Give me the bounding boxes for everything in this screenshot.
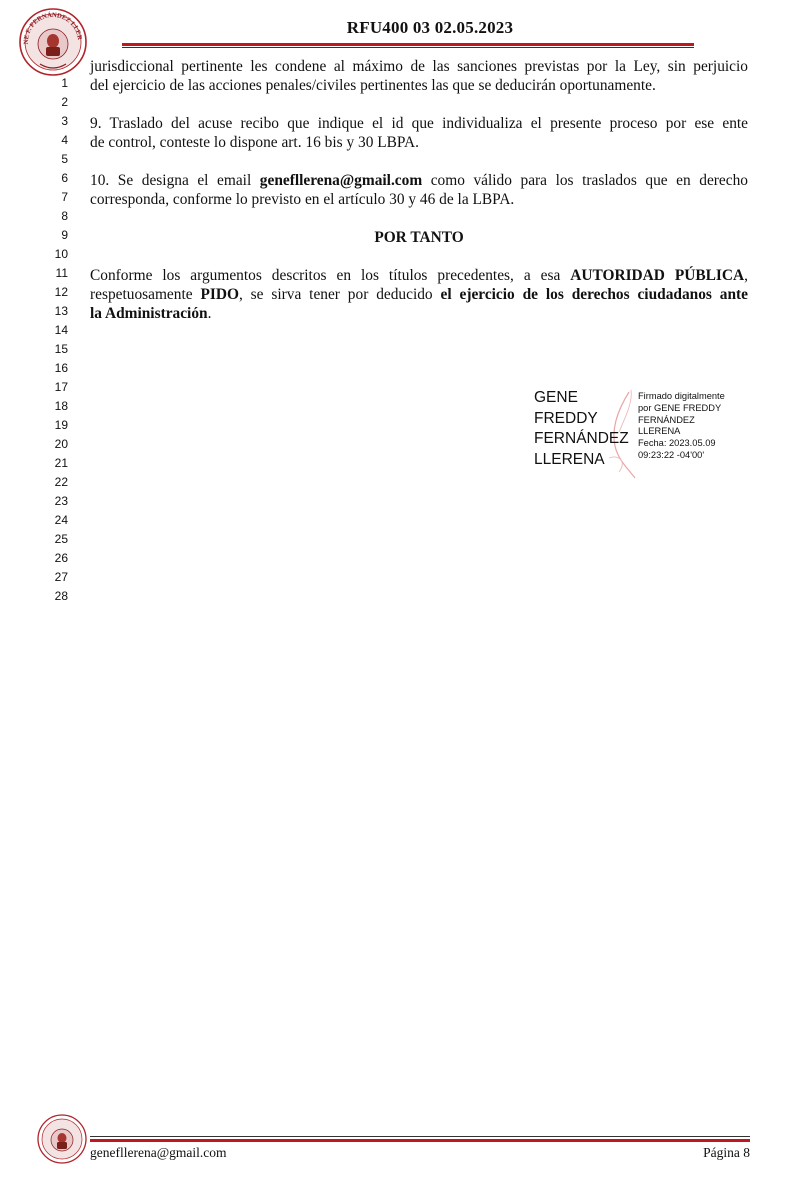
- header-seal-logo: [18, 6, 88, 78]
- line-number: 1: [61, 76, 68, 90]
- line-number: 10: [54, 247, 68, 261]
- paragraph-line: del ejercicio de las acciones penales/civiles pertinentes las que se deducirán oportunamente.: [90, 77, 656, 94]
- paragraph-line: 9. Traslado del acuse recibo que indique el id que individualiza el presente proceso por ese ente: [90, 115, 748, 132]
- line-number: 18: [54, 399, 68, 413]
- bold-text: AUTORIDAD PÚBLICA: [570, 267, 745, 284]
- paragraph-text: como válido para los traslados que en derecho: [422, 172, 748, 189]
- footer-rule-red: [90, 1139, 750, 1142]
- line-number: 24: [54, 513, 68, 527]
- bold-text: la Administración: [90, 305, 208, 322]
- signature-detail-line: 09:23:22 -04'00': [638, 449, 705, 460]
- footer-rule-black: [90, 1136, 750, 1137]
- paragraph-text: .: [207, 305, 212, 322]
- line-number: 19: [54, 418, 68, 432]
- signature-name-line: FREDDY: [534, 409, 598, 427]
- line-number: 5: [61, 152, 68, 166]
- line-number: 16: [54, 361, 68, 375]
- paragraph-line: [90, 171, 748, 190]
- line-number: 20: [54, 437, 68, 451]
- line-number: 26: [54, 551, 68, 565]
- contact-email[interactable]: genefllerena@gmail.com: [259, 172, 423, 189]
- paragraph-line: [90, 304, 748, 323]
- signature-detail-line: Fecha: 2023.05.09: [638, 438, 716, 449]
- line-number: 17: [54, 380, 68, 394]
- signature-name-line: LLERENA: [534, 450, 605, 468]
- svg-text:GENE F. FERNÁNDEZ LLERENA: NE F. FERNÁNDEZ LLER: [22, 11, 83, 45]
- line-number: 3: [61, 114, 68, 128]
- digital-signature[interactable]: [534, 388, 754, 488]
- paragraph-line: de control, conteste lo dispone art. 16 bis y 30 LBPA.: [90, 134, 420, 151]
- paragraph-text: , se sirva tener por deducido: [238, 286, 441, 303]
- page-number: Página 8: [703, 1145, 750, 1160]
- line-number: 23: [54, 494, 68, 508]
- line-number: 21: [54, 456, 68, 470]
- line-number: 11: [55, 266, 68, 280]
- signature-name: [534, 388, 629, 470]
- bold-text: PIDO: [200, 286, 239, 303]
- line-number: 27: [54, 570, 68, 584]
- paragraph-line: corresponda, conforme lo previsto en el artículo 30 y 46 de la LBPA.: [90, 191, 515, 208]
- line-number: 2: [61, 95, 68, 109]
- signature-detail-line: LLERENA: [638, 426, 681, 437]
- line-number: 6: [61, 171, 68, 185]
- line-number: 15: [54, 342, 68, 356]
- signature-name-line: FERNÁNDEZ: [534, 430, 629, 447]
- line-number: 9: [61, 228, 68, 242]
- paragraph-line: [90, 285, 748, 304]
- line-number: 28: [54, 589, 68, 603]
- line-number: 7: [61, 190, 68, 204]
- signature-detail-line: por GENE FREDDY: [638, 402, 722, 413]
- line-number: 25: [54, 532, 68, 546]
- footer-seal-logo: [36, 1112, 88, 1166]
- header-rule-black: [122, 47, 694, 48]
- line-number: 4: [61, 133, 68, 147]
- line-number: 22: [54, 475, 68, 489]
- line-number: 8: [61, 209, 68, 223]
- signature-name-line: GENE: [534, 389, 578, 406]
- paragraph-text: Conforme los argumentos descritos en los títulos precedentes, a esa: [90, 267, 571, 284]
- paragraph-text: ,: [744, 267, 748, 284]
- section-heading: POR TANTO: [374, 229, 464, 246]
- footer-email[interactable]: genefllerena@gmail.com: [90, 1145, 227, 1160]
- line-number: 12: [54, 285, 68, 299]
- paragraph-text: 10. Se designa el email: [90, 172, 260, 189]
- signature-details: [638, 391, 725, 462]
- paragraph-line: jurisdiccional pertinente les condene al máximo de las sanciones previstas por la Ley, sin perjuicio: [90, 58, 748, 75]
- header-rule-red: [122, 43, 694, 46]
- bold-text: el ejercicio de los derechos ciudadanos ante: [440, 286, 748, 303]
- line-number: 13: [54, 304, 68, 318]
- document-title: RFU400 03 02.05.2023: [346, 18, 514, 37]
- paragraph-text: respetuosamente: [90, 286, 201, 303]
- signature-detail-line: Firmado digitalmente: [638, 391, 725, 401]
- signature-detail-line: FERNÁNDEZ: [638, 414, 695, 425]
- line-number: 14: [54, 323, 68, 337]
- paragraph-line: [90, 266, 748, 285]
